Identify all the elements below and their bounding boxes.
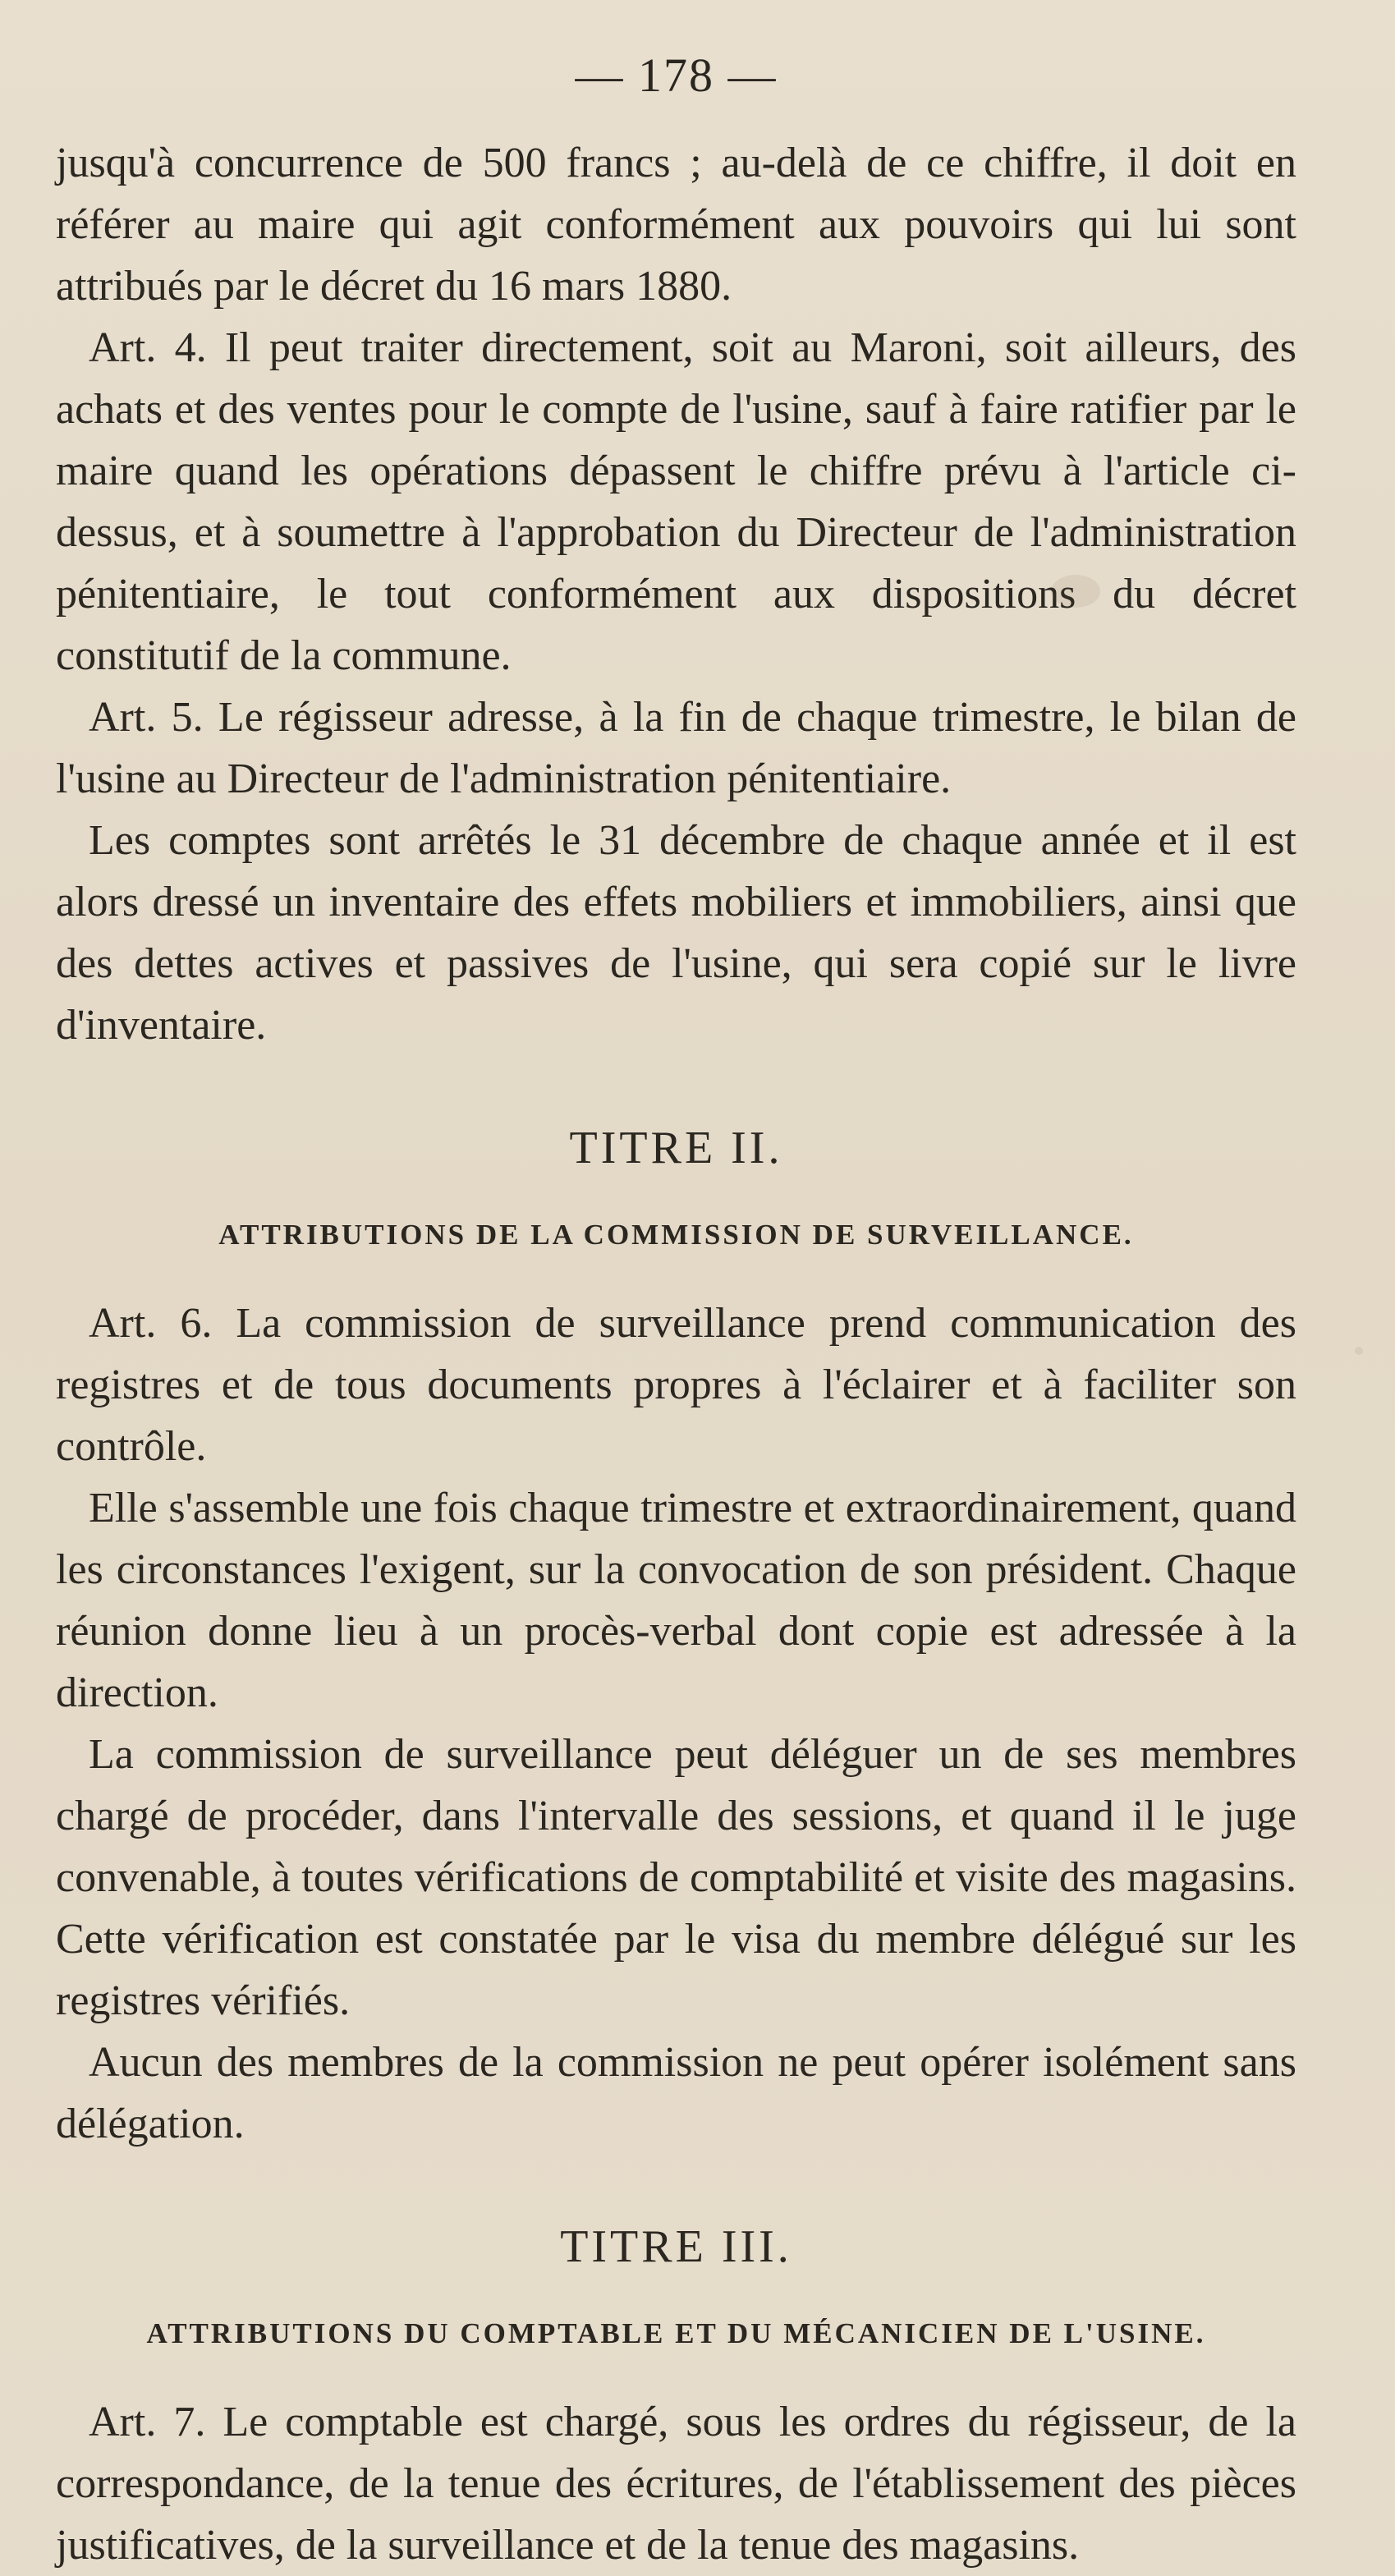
section-titre-2 (56, 1293, 1296, 2155)
paragraph-continuation: jusqu'à concurrence de 500 francs ; au-delà de ce chiffre, il doit en référer au maire qui agit conformément aux pouvoirs qui lui sont attribués par le décret du 16 mars 1880. (56, 140, 1296, 310)
titre-3-subtitle: ATTRIBUTIONS DU COMPTABLE ET DU MÉCANICIEN DE L'USINE. (146, 2317, 1206, 2349)
paragraph-aucun-membre: Aucun des membres de la commission ne peut opérer isolément sans délégation. (56, 2039, 1296, 2147)
titre-2-heading: TITRE II. (569, 1123, 783, 1173)
paragraph-comptes: Les comptes sont arrêtés le 31 décembre de chaque année et il est alors dressé un inventaire des effets mobiliers et immobiliers, ainsi que des dettes actives et passives de l'usine, qui sera copié sur le livre d'inventaire. (56, 817, 1296, 1049)
paragraph-art-5: Art. 5. Le régisseur adresse, à la fin de chaque trimestre, le bilan de l'usine au Directeur de l'administration pénitentiaire. (56, 694, 1296, 802)
paragraph-delegation: La commission de surveillance peut déléguer un de ses membres chargé de procéder, dans l'intervalle des sessions, et quand il le juge convenable, à toutes vérifications de comptabilité et visite des magasins. Cette vérification est constatée par le visa du membre délégué sur les registres vérifiés. (56, 1731, 1296, 2024)
paragraph-art-4: Art. 4. Il peut traiter directement, soit au Maroni, soit ailleurs, des achats et des ventes pour le compte de l'usine, sauf à faire ratifier par le maire quand les opérations dépassent le chiffre prévu à l'article ci-dessus, et à soumettre à l'approbation du Directeur de l'administration pénitentiaire, le tout conformément aux dispositions du décret constitutif de la commune. (56, 324, 1296, 679)
titre-3-heading: TITRE III. (560, 2221, 792, 2272)
paragraph-art-6: Art. 6. La commission de surveillance prend communication des registres et de tous documents propres à l'éclairer et à faciliter son contrôle. (56, 1300, 1296, 1470)
section-titre-3 (56, 2391, 1296, 2576)
paragraph-art-7: Art. 7. Le comptable est chargé, sous les ordres du régisseur, de la correspondance, de la tenue des écritures, de l'établissement des pièces justificatives, de la surveillance et de la tenue des magasins. (56, 2399, 1296, 2569)
paper-stain (1355, 1347, 1363, 1355)
section-intro (56, 132, 1296, 1056)
page-number: — 178 — (575, 48, 778, 102)
paragraph-assemblee: Elle s'assemble une fois chaque trimestre et extraordinairement, quand les circonstances l'exigent, sur la convocation de son président. Chaque réunion donne lieu à un procès-verbal dont copie est adressée à la direction. (56, 1485, 1296, 1716)
titre-2-subtitle: ATTRIBUTIONS DE LA COMMISSION DE SURVEILLANCE. (218, 1219, 1134, 1251)
